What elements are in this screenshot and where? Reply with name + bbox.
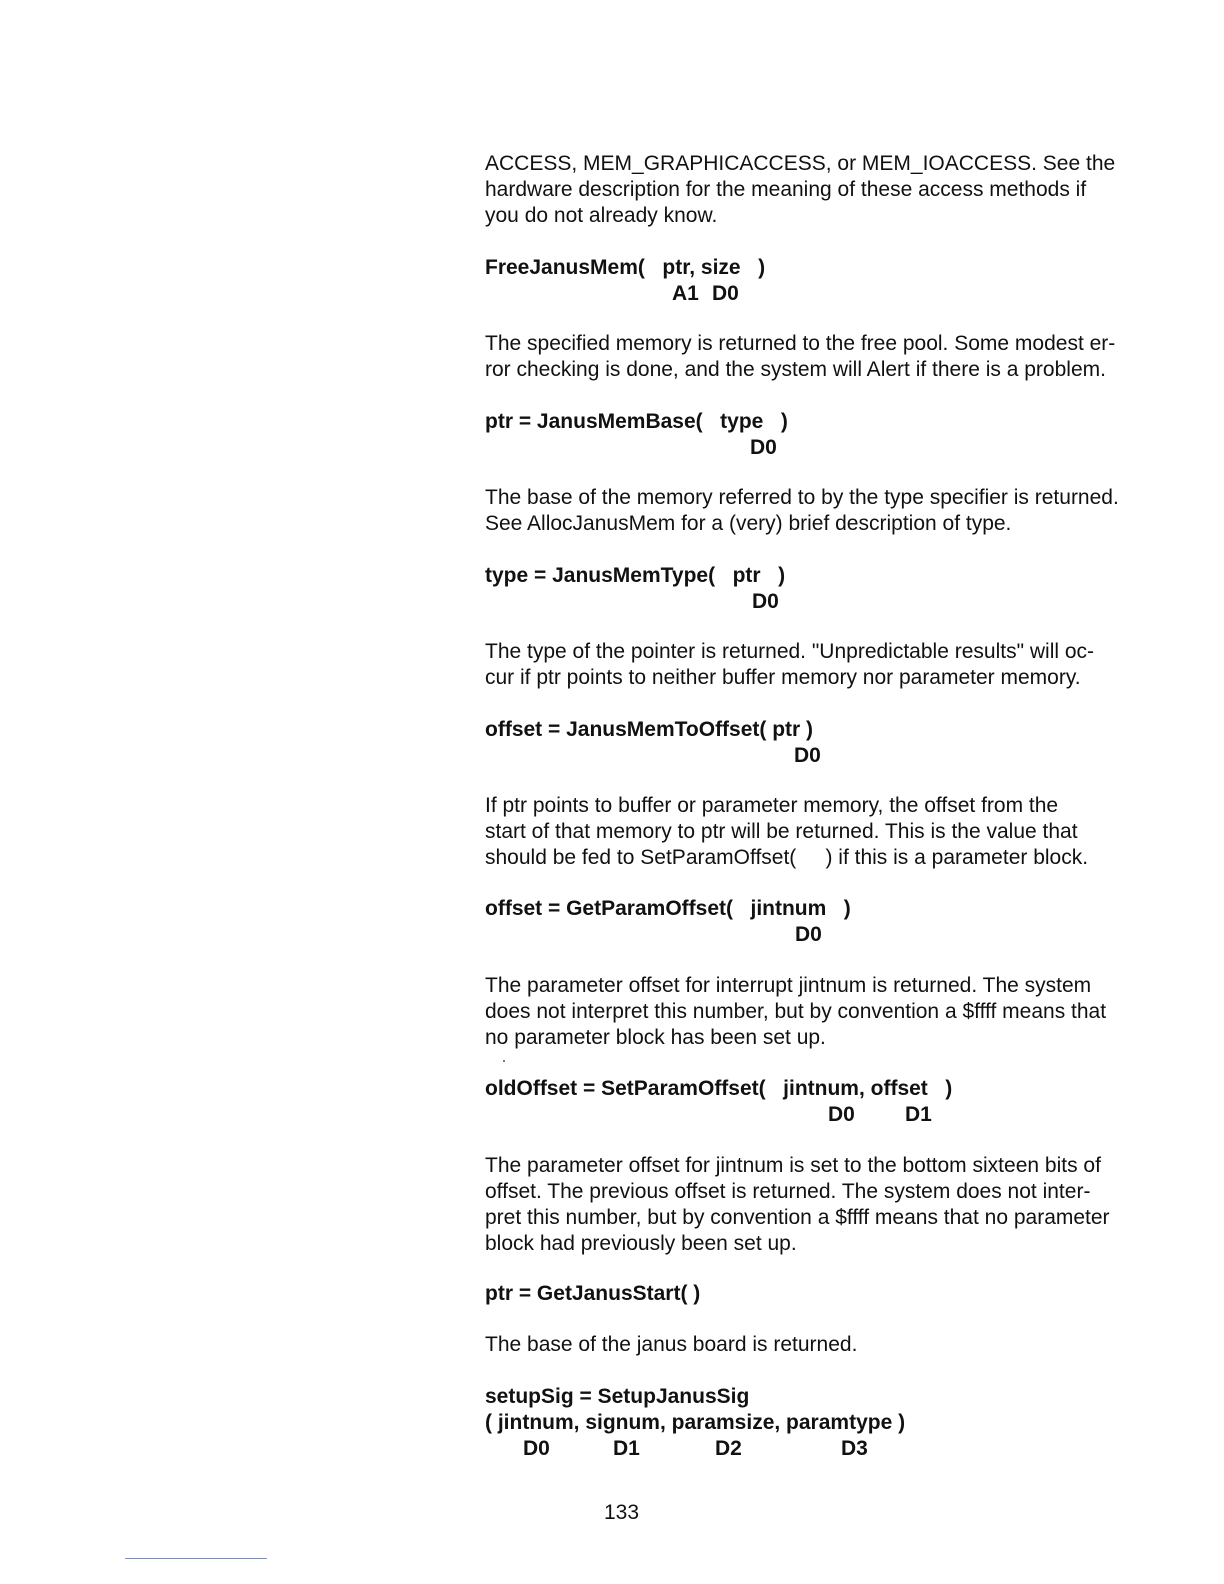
function-signature-janus-mem-base <box>485 409 885 461</box>
register-label: D2 <box>715 1437 742 1460</box>
register-label: D0 <box>795 923 822 946</box>
function-signature-get-param-offset <box>485 896 905 948</box>
text-line: See AllocJanusMem for a (very) brief description of type. <box>485 512 1012 535</box>
text-line: does not interpret this number, but by convention a $ffff means that <box>485 1000 1107 1023</box>
text-line: hardware description for the meaning of these access methods if <box>485 178 1087 201</box>
signature-text: offset = GetParamOffset( jintnum ) <box>485 897 851 920</box>
register-label: A1 <box>672 282 699 305</box>
text-line: The base of the memory referred to by the type specifier is returned. <box>485 486 1119 509</box>
text-line: ACCESS, MEM_GRAPHICACCESS, or MEM_IOACCESS. See the <box>485 152 1116 175</box>
page-number: 133 <box>604 1501 640 1524</box>
register-label: D1 <box>905 1103 932 1126</box>
text-line: The parameter offset for interrupt jintnum is returned. The system <box>485 974 1092 997</box>
register-label: D0 <box>828 1103 855 1126</box>
signature-text: type = JanusMemType( ptr ) <box>485 564 786 587</box>
text-line: block had previously been set up. <box>485 1232 797 1255</box>
text-line: no parameter block has been set up. <box>485 1026 826 1049</box>
function-signature-get-janus-start <box>485 1281 885 1307</box>
function-signature-janus-mem-to-offset <box>485 717 885 769</box>
footer-rule <box>125 1558 267 1559</box>
description-paragraph <box>485 1332 1135 1358</box>
text-line: cur if ptr points to neither buffer memory nor parameter memory. <box>485 666 1081 689</box>
register-label: D0 <box>712 282 739 305</box>
description-paragraph <box>485 485 1135 537</box>
function-signature-free-janus-mem <box>485 255 885 307</box>
signature-text: FreeJanusMem( ptr, size ) <box>485 256 766 279</box>
register-label: D0 <box>752 590 779 613</box>
signature-args: ( jintnum, signum, paramsize, paramtype ) <box>485 1411 906 1434</box>
register-label: D1 <box>613 1437 640 1460</box>
register-label: D0 <box>523 1437 550 1460</box>
text-line: The parameter offset for jintnum is set to the bottom sixteen bits of <box>485 1154 1101 1177</box>
text-line: pret this number, but by convention a $ffff means that no parameter <box>485 1206 1110 1229</box>
description-paragraph <box>485 331 1135 383</box>
signature-text: setupSig = SetupJanusSig <box>485 1385 750 1408</box>
intro-paragraph <box>485 151 1135 229</box>
text-line: The base of the janus board is returned. <box>485 1333 858 1356</box>
signature-text: oldOffset = SetParamOffset( jintnum, offset ) <box>485 1077 953 1100</box>
function-signature-janus-mem-type <box>485 563 885 615</box>
signature-text: offset = JanusMemToOffset( ptr ) <box>485 718 814 741</box>
description-paragraph <box>485 793 1135 871</box>
register-label: D0 <box>794 744 821 767</box>
register-label: D3 <box>841 1437 868 1460</box>
description-paragraph <box>485 973 1135 1051</box>
signature-text: ptr = JanusMemBase( type ) <box>485 410 788 433</box>
text-line: ror checking is done, and the system will Alert if there is a problem. <box>485 358 1106 381</box>
text-line: you do not already know. <box>485 204 718 227</box>
signature-text: ptr = GetJanusStart( ) <box>485 1282 701 1305</box>
speck-mark <box>503 1060 505 1062</box>
text-line: If ptr points to buffer or parameter memory, the offset from the <box>485 794 1059 817</box>
function-signature-setup-janus-sig <box>485 1384 1045 1462</box>
description-paragraph <box>485 1153 1135 1257</box>
function-signature-set-param-offset <box>485 1076 1045 1128</box>
description-paragraph <box>485 639 1135 691</box>
text-line: The type of the pointer is returned. "Unpredictable results" will oc- <box>485 640 1095 663</box>
register-label: D0 <box>750 436 777 459</box>
text-line: should be fed to SetParamOffset( ) if this is a parameter block. <box>485 846 1089 869</box>
text-line: start of that memory to ptr will be returned. This is the value that <box>485 820 1078 843</box>
text-line: The specified memory is returned to the free pool. Some modest er- <box>485 332 1116 355</box>
text-line: offset. The previous offset is returned. The system does not inter- <box>485 1180 1091 1203</box>
